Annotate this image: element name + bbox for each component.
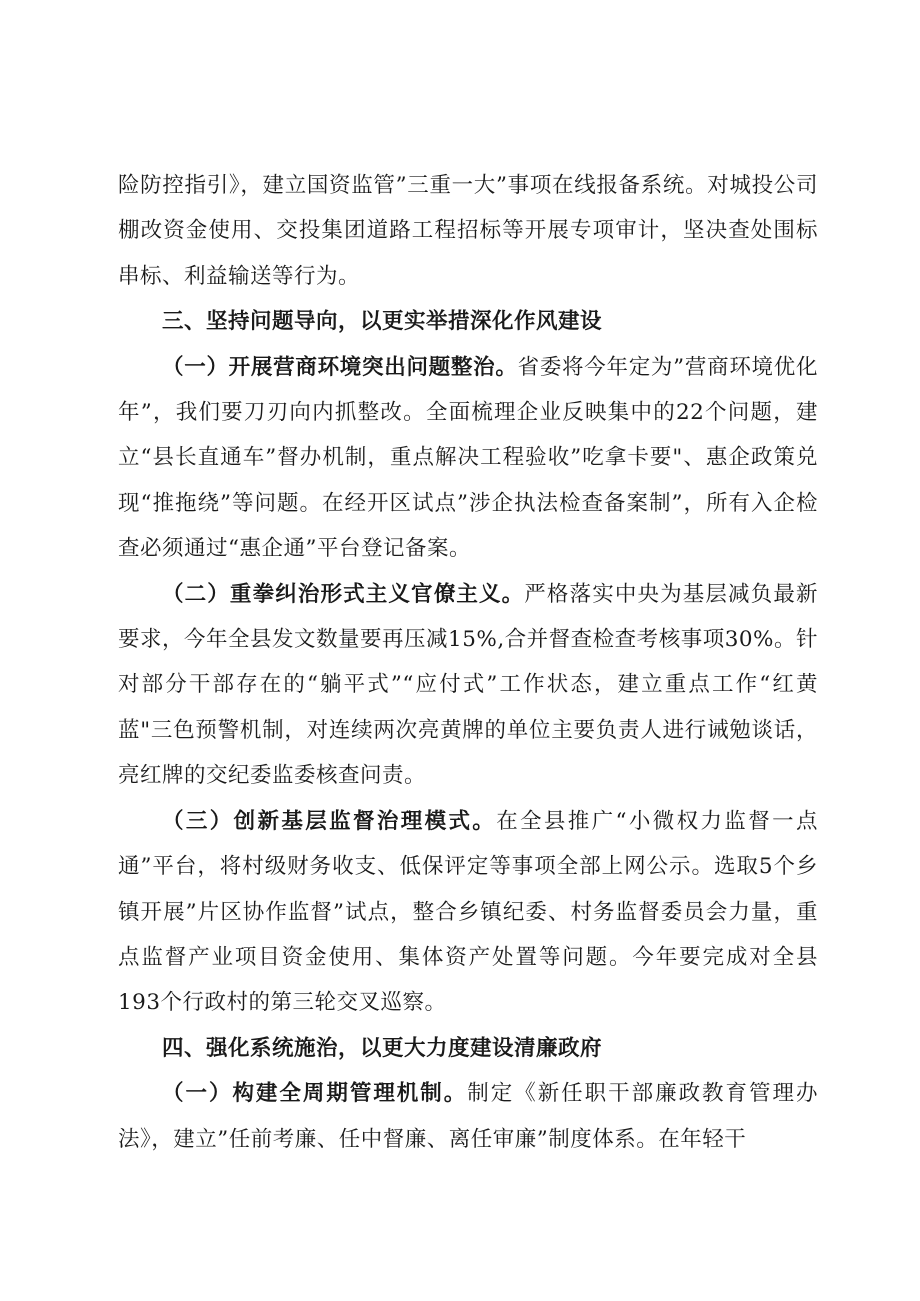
paragraph-4-1-body: 制定《新任职干部廉政教育管理办法》，建立”任前考廉、任中督廉、离任审廉”制度体系。在年轻干	[118, 1081, 818, 1152]
paragraph-3-2-body: 严格落实中央为基层减负最新要求，今年全县发文数量要再压减15%,合并督查检查考核事项30%。针对部分干部存在的“躺平式”“应付式”工作状态，建立重点工作“红黄蓝"三色预警机制，对连续两次亮黄牌的单位主要负责人进行诫勉谈话，亮红牌的交纪委监委核查问责。	[118, 581, 818, 789]
paragraph-3-3-lead: （三）创新基层监督治理模式。	[162, 808, 497, 834]
section-heading-4: 四、强化系统施治，以更大力度建设清廉政府	[162, 1035, 603, 1061]
paragraph-3-1-body: 省委将今年定为”营商环境优化年”，我们要刀刃向内抓整改。全面梳理企业反映集中的22个问题，建立“县长直通车”督办机制，重点解决工程验收”吃拿卡要"、惠企政策兑现“推拖绕”等问题。在经开区试点”涉企执法检查备案制”，所有入企检查必须通过“惠企通”平台登记备案。	[118, 354, 818, 562]
paragraph-3-2-lead: （二）重拳纠治形式主义官僚主义。	[162, 581, 525, 607]
paragraph-4-1-lead: （一）构建全周期管理机制。	[162, 1081, 468, 1107]
paragraph-4-1	[118, 1071, 818, 1162]
paragraph-3-3	[118, 799, 818, 1026]
paragraph-3-2	[118, 572, 818, 799]
section-heading-3: 三、坚持问题导向，以更实举措深化作风建设	[162, 309, 603, 335]
paragraph-3-3-body: 在全县推广“小微权力监督一点通”平台，将村级财务收支、低保评定等事项全部上网公示。选取5个乡镇开展”片区协作监督”试点，整合乡镇纪委、村务监督委员会力量，重点监督产业项目资金使用、集体资产处置等问题。今年要完成对全县193个行政村的第三轮交叉巡察。	[118, 808, 818, 1016]
paragraph-3-1	[118, 345, 818, 572]
document-body	[118, 163, 818, 1162]
paragraph-continued: 险防控指引》，建立国资监管”三重一大”事项在线报备系统。对城投公司棚改资金使用、交投集团道路工程招标等开展专项审计，坚决查处围标串标、利益输送等行为。	[118, 173, 818, 289]
paragraph-3-1-lead: （一）开展营商环境突出问题整治。	[162, 354, 518, 380]
